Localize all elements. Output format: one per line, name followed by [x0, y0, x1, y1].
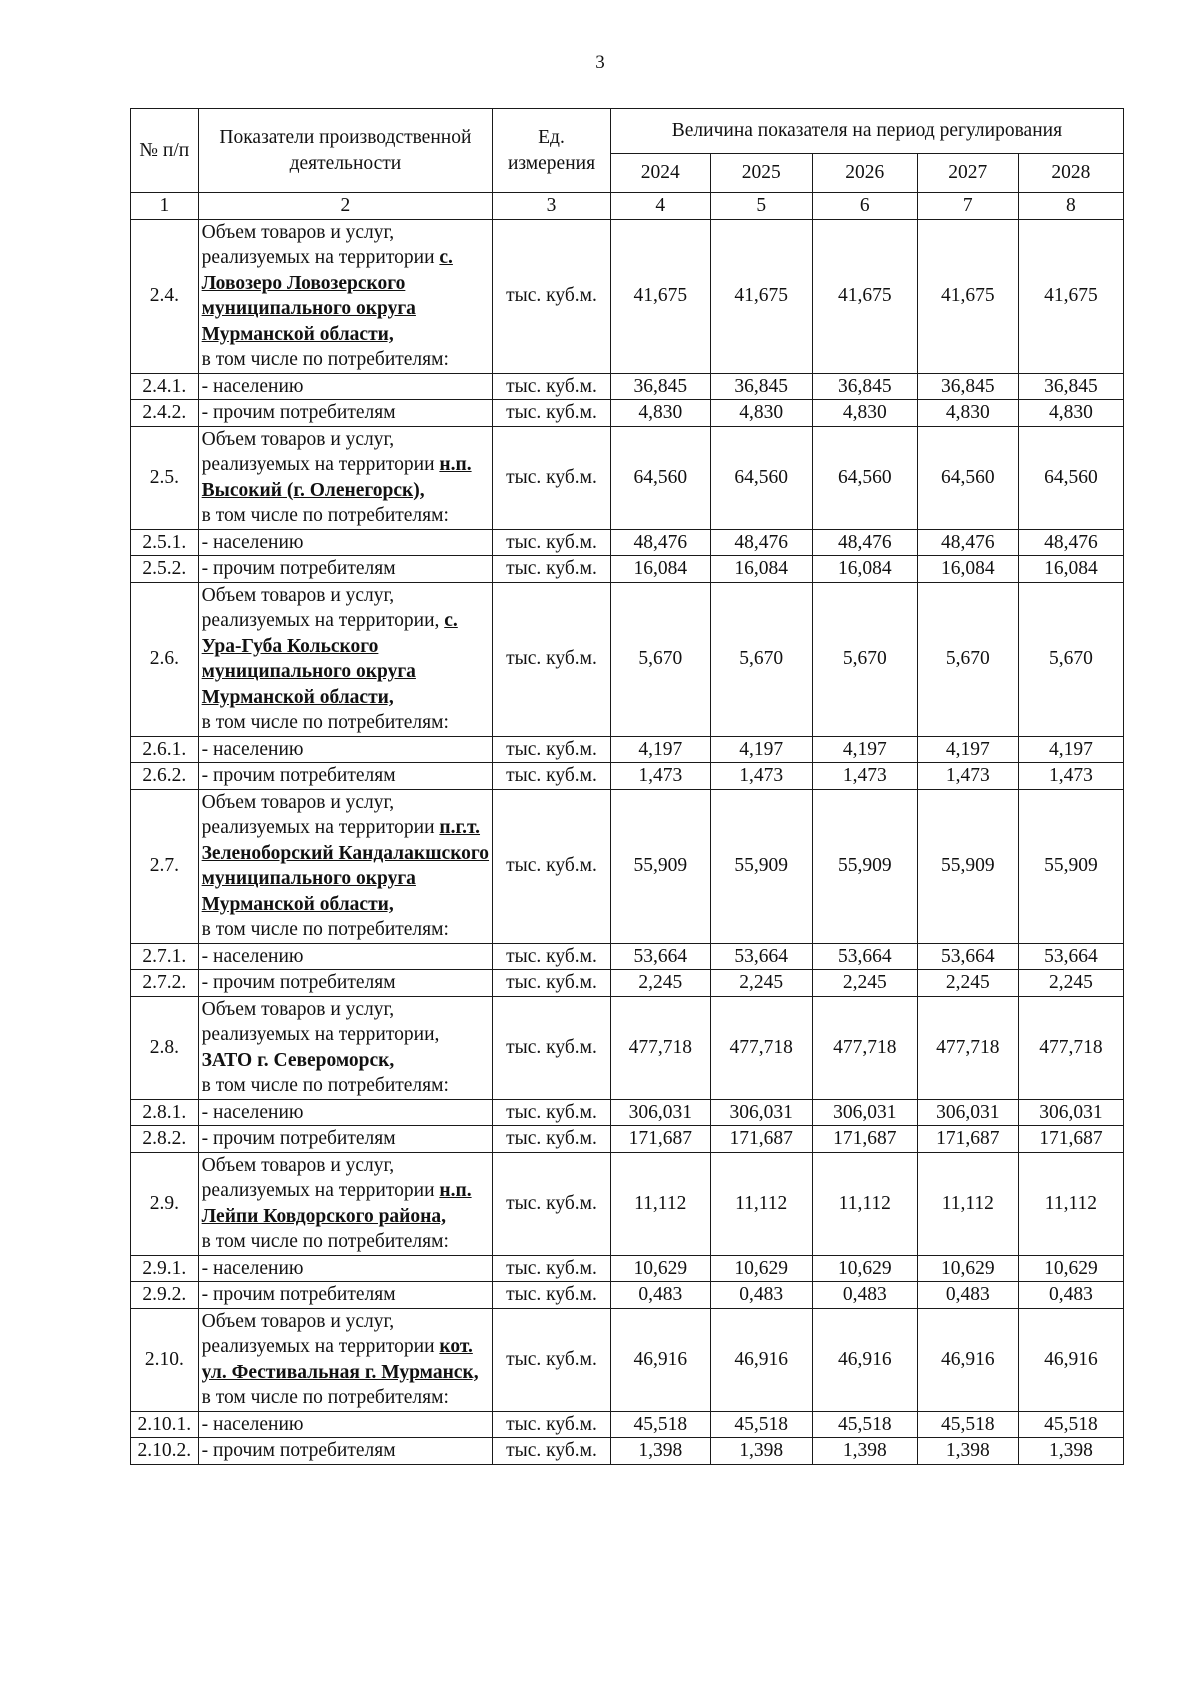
value-cell: 36,845 [917, 373, 1018, 400]
consumer-row [131, 1099, 1124, 1126]
value-cell: 1,473 [812, 763, 917, 790]
territory-name: ЗАТО г. Североморск, [201, 1049, 395, 1071]
column-number: 5 [710, 193, 812, 220]
unit-cell: тыс. куб.м. [493, 1438, 611, 1465]
unit-cell: тыс. куб.м. [493, 1308, 611, 1411]
value-cell: 1,398 [917, 1438, 1018, 1465]
value-cell: 306,031 [812, 1099, 917, 1126]
unit-cell: тыс. куб.м. [493, 582, 611, 736]
indicator-suffix: в том числе по потребителям: [201, 349, 449, 370]
group-row [131, 996, 1124, 1099]
value-cell: 1,398 [610, 1438, 710, 1465]
value-cell: 0,483 [710, 1282, 812, 1309]
indicator-intro: Объем товаров и услуг, реализуемых на территории [201, 221, 435, 268]
indicator-suffix: в том числе по потребителям: [201, 1387, 449, 1408]
value-cell: 53,664 [812, 943, 917, 970]
header-year: 2027 [917, 154, 1018, 193]
indicator-intro: Объем товаров и услуг, реализуемых на территории [201, 1154, 435, 1201]
consumer-row [131, 1255, 1124, 1282]
value-cell: 171,687 [610, 1126, 710, 1153]
value-cell: 46,916 [710, 1308, 812, 1411]
consumer-label: - населению [198, 1411, 493, 1438]
value-cell: 306,031 [710, 1099, 812, 1126]
value-cell: 2,245 [710, 970, 812, 997]
indicator-description [198, 219, 493, 373]
row-number: 2.6. [131, 582, 199, 736]
group-row [131, 789, 1124, 943]
value-cell: 4,830 [1018, 400, 1123, 427]
value-cell: 306,031 [1018, 1099, 1123, 1126]
value-cell: 36,845 [710, 373, 812, 400]
value-cell: 0,483 [1018, 1282, 1123, 1309]
header-value-group: Величина показателя на период регулирования [610, 109, 1123, 154]
value-cell: 45,518 [1018, 1411, 1123, 1438]
value-cell: 53,664 [1018, 943, 1123, 970]
indicator-intro: Объем товаров и услуг, реализуемых на территории [201, 428, 435, 475]
value-cell: 36,845 [812, 373, 917, 400]
indicator-description [198, 789, 493, 943]
consumer-row [131, 1411, 1124, 1438]
row-number: 2.4.1. [131, 373, 199, 400]
value-cell: 10,629 [610, 1255, 710, 1282]
value-cell: 477,718 [1018, 996, 1123, 1099]
indicator-suffix: в том числе по потребителям: [201, 1231, 449, 1252]
page-number: 3 [595, 52, 605, 73]
value-cell: 16,084 [1018, 556, 1123, 583]
unit-cell: тыс. куб.м. [493, 1126, 611, 1153]
row-number: 2.9.1. [131, 1255, 199, 1282]
value-cell: 36,845 [1018, 373, 1123, 400]
value-cell: 16,084 [917, 556, 1018, 583]
value-cell: 53,664 [710, 943, 812, 970]
group-row [131, 219, 1124, 373]
value-cell: 2,245 [1018, 970, 1123, 997]
unit-cell: тыс. куб.м. [493, 426, 611, 529]
value-cell: 53,664 [610, 943, 710, 970]
value-cell: 5,670 [917, 582, 1018, 736]
indicator-intro: Объем товаров и услуг, реализуемых на территории [201, 1310, 435, 1357]
unit-cell: тыс. куб.м. [493, 763, 611, 790]
indicator-description [198, 1308, 493, 1411]
indicator-description [198, 996, 493, 1099]
consumer-label: - населению [198, 1099, 493, 1126]
row-number: 2.10.1. [131, 1411, 199, 1438]
value-cell: 5,670 [610, 582, 710, 736]
row-number: 2.5.1. [131, 529, 199, 556]
consumer-label: - прочим потребителям [198, 1126, 493, 1153]
value-cell: 36,845 [610, 373, 710, 400]
value-cell: 2,245 [610, 970, 710, 997]
value-cell: 1,398 [1018, 1438, 1123, 1465]
consumer-row [131, 529, 1124, 556]
value-cell: 53,664 [917, 943, 1018, 970]
value-cell: 5,670 [710, 582, 812, 736]
value-cell: 306,031 [917, 1099, 1018, 1126]
row-number: 2.8.1. [131, 1099, 199, 1126]
value-cell: 10,629 [710, 1255, 812, 1282]
consumer-row [131, 1282, 1124, 1309]
unit-cell: тыс. куб.м. [493, 1282, 611, 1309]
territory-name: н.п. Лейпи Ковдорского района, [201, 1180, 472, 1227]
column-number: 6 [812, 193, 917, 220]
value-cell: 5,670 [1018, 582, 1123, 736]
value-cell: 11,112 [710, 1152, 812, 1255]
value-cell: 477,718 [917, 996, 1018, 1099]
value-cell: 55,909 [812, 789, 917, 943]
unit-cell: тыс. куб.м. [493, 1099, 611, 1126]
header-year: 2026 [812, 154, 917, 193]
row-number: 2.4. [131, 219, 199, 373]
consumer-row [131, 1438, 1124, 1465]
unit-cell: тыс. куб.м. [493, 970, 611, 997]
consumer-row [131, 736, 1124, 763]
consumer-row [131, 373, 1124, 400]
value-cell: 46,916 [610, 1308, 710, 1411]
territory-name: н.п. Высокий (г. Оленегорск), [201, 454, 472, 501]
consumer-row [131, 400, 1124, 427]
column-number: 3 [493, 193, 611, 220]
value-cell: 1,398 [710, 1438, 812, 1465]
indicator-suffix: в том числе по потребителям: [201, 505, 449, 526]
territory-name: кот. ул. Фестивальная г. Мурманск, [201, 1336, 479, 1383]
value-cell: 1,398 [812, 1438, 917, 1465]
value-cell: 1,473 [710, 763, 812, 790]
value-cell: 16,084 [610, 556, 710, 583]
column-number: 7 [917, 193, 1018, 220]
value-cell: 64,560 [1018, 426, 1123, 529]
unit-cell: тыс. куб.м. [493, 1255, 611, 1282]
indicator-suffix: в том числе по потребителям: [201, 712, 449, 733]
unit-cell: тыс. куб.м. [493, 400, 611, 427]
value-cell: 477,718 [710, 996, 812, 1099]
value-cell: 45,518 [710, 1411, 812, 1438]
unit-cell: тыс. куб.м. [493, 219, 611, 373]
consumer-label: - прочим потребителям [198, 1438, 493, 1465]
territory-name: с. Ловозеро Ловозерского муниципального округа Мурманской области, [201, 247, 453, 345]
consumer-label: - населению [198, 373, 493, 400]
consumer-label: - населению [198, 736, 493, 763]
value-cell: 10,629 [1018, 1255, 1123, 1282]
value-cell: 171,687 [917, 1126, 1018, 1153]
value-cell: 48,476 [710, 529, 812, 556]
value-cell: 171,687 [710, 1126, 812, 1153]
header-col-no: № п/п [131, 109, 199, 193]
consumer-label: - прочим потребителям [198, 400, 493, 427]
value-cell: 64,560 [610, 426, 710, 529]
unit-cell: тыс. куб.м. [493, 736, 611, 763]
value-cell: 64,560 [917, 426, 1018, 529]
row-number: 2.9.2. [131, 1282, 199, 1309]
value-cell: 0,483 [610, 1282, 710, 1309]
indicator-suffix: в том числе по потребителям: [201, 1075, 449, 1096]
row-number: 2.7.2. [131, 970, 199, 997]
indicator-suffix: в том числе по потребителям: [201, 919, 449, 940]
unit-cell: тыс. куб.м. [493, 373, 611, 400]
row-number: 2.5. [131, 426, 199, 529]
row-number: 2.10. [131, 1308, 199, 1411]
value-cell: 11,112 [1018, 1152, 1123, 1255]
value-cell: 1,473 [610, 763, 710, 790]
value-cell: 4,830 [917, 400, 1018, 427]
value-cell: 1,473 [917, 763, 1018, 790]
consumer-label: - населению [198, 1255, 493, 1282]
row-number: 2.7.1. [131, 943, 199, 970]
row-number: 2.10.2. [131, 1438, 199, 1465]
indicator-intro: Объем товаров и услуг, реализуемых на территории, [201, 584, 440, 631]
value-cell: 64,560 [812, 426, 917, 529]
indicator-description [198, 426, 493, 529]
indicator-description [198, 1152, 493, 1255]
value-cell: 11,112 [917, 1152, 1018, 1255]
value-cell: 171,687 [1018, 1126, 1123, 1153]
value-cell: 55,909 [610, 789, 710, 943]
value-cell: 16,084 [710, 556, 812, 583]
header-year: 2024 [610, 154, 710, 193]
value-cell: 16,084 [812, 556, 917, 583]
header-col-unit: Ед. измерения [493, 109, 611, 193]
value-cell: 4,197 [812, 736, 917, 763]
value-cell: 46,916 [1018, 1308, 1123, 1411]
column-number: 1 [131, 193, 199, 220]
value-cell: 48,476 [812, 529, 917, 556]
indicator-intro: Объем товаров и услуг, реализуемых на территории, [201, 998, 440, 1045]
row-number: 2.9. [131, 1152, 199, 1255]
production-indicators-table [130, 108, 1124, 1465]
unit-cell: тыс. куб.м. [493, 1411, 611, 1438]
value-cell: 48,476 [1018, 529, 1123, 556]
row-number: 2.4.2. [131, 400, 199, 427]
value-cell: 45,518 [610, 1411, 710, 1438]
value-cell: 64,560 [710, 426, 812, 529]
consumer-label: - населению [198, 943, 493, 970]
value-cell: 41,675 [610, 219, 710, 373]
value-cell: 306,031 [610, 1099, 710, 1126]
header-year: 2028 [1018, 154, 1123, 193]
value-cell: 4,197 [610, 736, 710, 763]
row-number: 2.8.2. [131, 1126, 199, 1153]
value-cell: 55,909 [917, 789, 1018, 943]
value-cell: 0,483 [812, 1282, 917, 1309]
consumer-label: - прочим потребителям [198, 1282, 493, 1309]
value-cell: 171,687 [812, 1126, 917, 1153]
value-cell: 5,670 [812, 582, 917, 736]
value-cell: 48,476 [610, 529, 710, 556]
consumer-label: - прочим потребителям [198, 763, 493, 790]
header-year: 2025 [710, 154, 812, 193]
consumer-row [131, 970, 1124, 997]
indicator-intro: Объем товаров и услуг, реализуемых на территории [201, 791, 435, 838]
value-cell: 4,197 [917, 736, 1018, 763]
column-number: 2 [198, 193, 493, 220]
consumer-label: - населению [198, 529, 493, 556]
territory-name: с. Ура-Губа Кольского муниципального округа Мурманской области, [201, 610, 458, 708]
value-cell: 4,197 [1018, 736, 1123, 763]
unit-cell: тыс. куб.м. [493, 556, 611, 583]
value-cell: 10,629 [812, 1255, 917, 1282]
value-cell: 4,197 [710, 736, 812, 763]
value-cell: 41,675 [917, 219, 1018, 373]
group-row [131, 582, 1124, 736]
group-row [131, 1152, 1124, 1255]
unit-cell: тыс. куб.м. [493, 529, 611, 556]
unit-cell: тыс. куб.м. [493, 1152, 611, 1255]
consumer-row [131, 763, 1124, 790]
value-cell: 55,909 [710, 789, 812, 943]
value-cell: 48,476 [917, 529, 1018, 556]
column-number: 8 [1018, 193, 1123, 220]
unit-cell: тыс. куб.м. [493, 996, 611, 1099]
row-number: 2.6.1. [131, 736, 199, 763]
value-cell: 2,245 [917, 970, 1018, 997]
value-cell: 2,245 [812, 970, 917, 997]
row-number: 2.8. [131, 996, 199, 1099]
row-number: 2.7. [131, 789, 199, 943]
value-cell: 11,112 [812, 1152, 917, 1255]
group-row [131, 1308, 1124, 1411]
value-cell: 0,483 [917, 1282, 1018, 1309]
row-number: 2.5.2. [131, 556, 199, 583]
value-cell: 4,830 [710, 400, 812, 427]
group-row [131, 426, 1124, 529]
territory-name: п.г.т. Зеленоборский Кандалакшского муниципального округа Мурманской области, [201, 817, 490, 915]
value-cell: 45,518 [812, 1411, 917, 1438]
unit-cell: тыс. куб.м. [493, 943, 611, 970]
consumer-row [131, 1126, 1124, 1153]
value-cell: 11,112 [610, 1152, 710, 1255]
value-cell: 477,718 [610, 996, 710, 1099]
value-cell: 55,909 [1018, 789, 1123, 943]
value-cell: 41,675 [1018, 219, 1123, 373]
unit-cell: тыс. куб.м. [493, 789, 611, 943]
value-cell: 45,518 [917, 1411, 1018, 1438]
value-cell: 4,830 [610, 400, 710, 427]
consumer-label: - прочим потребителям [198, 556, 493, 583]
value-cell: 4,830 [812, 400, 917, 427]
consumer-row [131, 943, 1124, 970]
value-cell: 477,718 [812, 996, 917, 1099]
header-col-indicator: Показатели производственной деятельности [198, 109, 493, 193]
value-cell: 46,916 [812, 1308, 917, 1411]
consumer-row [131, 556, 1124, 583]
table-body [131, 219, 1124, 1464]
value-cell: 1,473 [1018, 763, 1123, 790]
column-number: 4 [610, 193, 710, 220]
value-cell: 10,629 [917, 1255, 1018, 1282]
consumer-label: - прочим потребителям [198, 970, 493, 997]
row-number: 2.6.2. [131, 763, 199, 790]
indicator-description [198, 582, 493, 736]
value-cell: 41,675 [710, 219, 812, 373]
value-cell: 46,916 [917, 1308, 1018, 1411]
value-cell: 41,675 [812, 219, 917, 373]
